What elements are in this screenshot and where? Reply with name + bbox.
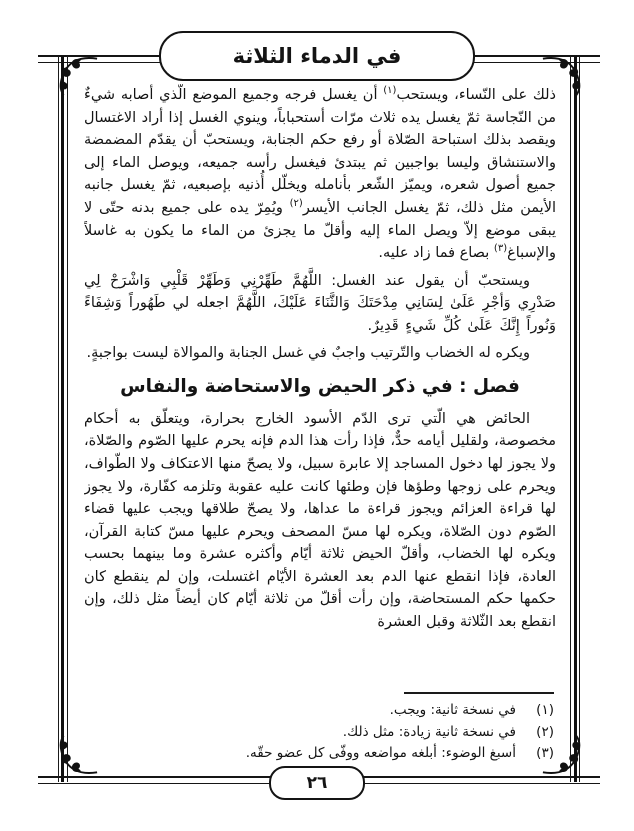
corner-flourish-icon xyxy=(55,52,99,96)
footnote-marker-1: (١) xyxy=(383,85,397,97)
footnote-text: أسبغ الوضوء: أبلغه مواضعه ووفّى كل عضو حقّه. xyxy=(245,745,516,761)
footnotes-block xyxy=(86,692,554,765)
footnote-separator xyxy=(404,692,554,694)
footnote-number: (٢) xyxy=(536,723,554,740)
text-run: بصاع فما زاد عليه. xyxy=(378,245,494,262)
corner-flourish-icon xyxy=(541,735,585,779)
footnote-marker-3: (٣) xyxy=(493,243,508,255)
footnote-number: (٣) xyxy=(536,745,554,761)
paragraph-ghusl xyxy=(84,84,556,265)
paragraph-khidab: ويكره له الخضاب والتّرتيب واجبٌ في غسل الجنابة والموالاة ليست بواجبةٍ. xyxy=(86,344,530,361)
paragraph-haid: الحائض هي الّتي ترى الدّم الأسود الخارج بحرارة، ويتعلّق به أحكام مخصوصة، ولقليل أيامه حدٌّ، فإذا رأت هذا الدم فإنه يحرم عليها الصّوم والصّلاة، ولا يجوز لها دخول المساجد إلا عابرة سبيل، ولا يصحّ منها الاعتكاف ولا الطّواف، ويحرم على زوجها وطؤها فإن وطئها كانت عليه عقوبة وتلزمه كفّارة، ولا يجوز لها قراءة العزائم ويجوز قراءة ما عداها، ولا يصحّ طلاقها ويجب عليها قضاء الصّوم دون الصّلاة، ويكره لها مسّ المصحف ويحرم عليها مسّ كتابة القرآن، ويكره لها الخضاب، وأقلّ الحيض ثلاثة أيّام وأكثره عشرة وما بينهما بحسب العادة، فإذا انقطع عنها الدم بعد العشرة الأيّام اغتسلت، وإن لم ينقطع كان حكمها حكم المستحاضة، وإن رأت أقلّ من ثلاثة أيّام كان أيضاً مثل ذلك، وإن انقطع بعد الثّلاثة وقبل العشرة xyxy=(84,410,556,631)
text-run: ذلك على النّساء، ويستحب xyxy=(396,87,556,103)
page-number: ٢٦ xyxy=(306,773,328,793)
footnote-marker-2: (٢) xyxy=(289,198,303,210)
page-number-pill xyxy=(269,766,365,800)
corner-flourish-icon xyxy=(55,735,99,779)
text-run: ويُمِرّ يده على جميع بدنه حتّى لا يبقى موضع إلاّ ويصل الماء إليه وأقلّ ما يجزئ من الماء ما يكون به غاسلاً والإسباغ xyxy=(84,199,556,262)
footnote-item xyxy=(86,700,554,722)
section-heading: فصل : في ذكر الحيض والاستحاضة والنفاس xyxy=(120,376,520,398)
footnote-text: في نسخة ثانية: ويجب. xyxy=(389,702,516,718)
paragraph-dua: ويستحبّ أن يقول عند الغسل: اللَّهُمَّ طَهِّرْنِي وَطَهِّرْ قَلْبِي وَاشْرَحْ لِي صَدْرِي وَأجْرِ عَلَىٰ لِسَانِي مِدْحَتَكَ وَالثَّنَاءَ عَلَيْكَ، اللَّهُمَّ اجعله لي طَهُوراً وَشِفَاءً وَنُوراً إِنَّكَ عَلَىٰ كُلِّ شَيءٍ قَدِيرٌ. xyxy=(84,272,556,334)
chapter-title: في الدماء الثلاثة xyxy=(232,44,402,68)
footnote-text: في نسخة ثانية زيادة: مثل ذلك. xyxy=(342,723,516,740)
footnote-item xyxy=(86,722,554,744)
footnote-number: (١) xyxy=(536,702,554,718)
corner-flourish-icon xyxy=(541,52,585,96)
page-body-text xyxy=(84,84,556,688)
footnote-item xyxy=(86,743,554,765)
text-run: أن يغسل فرجه وجميع الموضع الّذي أصابه شيءٌ من النّجاسة ثمّ يغسل يده ثلاث مرّات أستحباباً، وينوي الغسل إذا أراد الاغتسال ويقصد بذلك استباحة الصّلاة أو رفع حكم الجنابة، ويستحبّ أن يقدّم المضمضة والاستنشاق وليسا بواجبين ثم يبتدئ فيغسل رأسه جميعه، ويوصل الماء إلى جميع أصول شعره، ويميّز الشّعر بأنامله ويخلّل أُذنيه بإصبعيه، ثمّ يغسل جانبه الأيمن مثل ذلك، ثمّ يغسل الجانب الأيسر xyxy=(84,87,556,216)
chapter-banner xyxy=(159,31,475,81)
